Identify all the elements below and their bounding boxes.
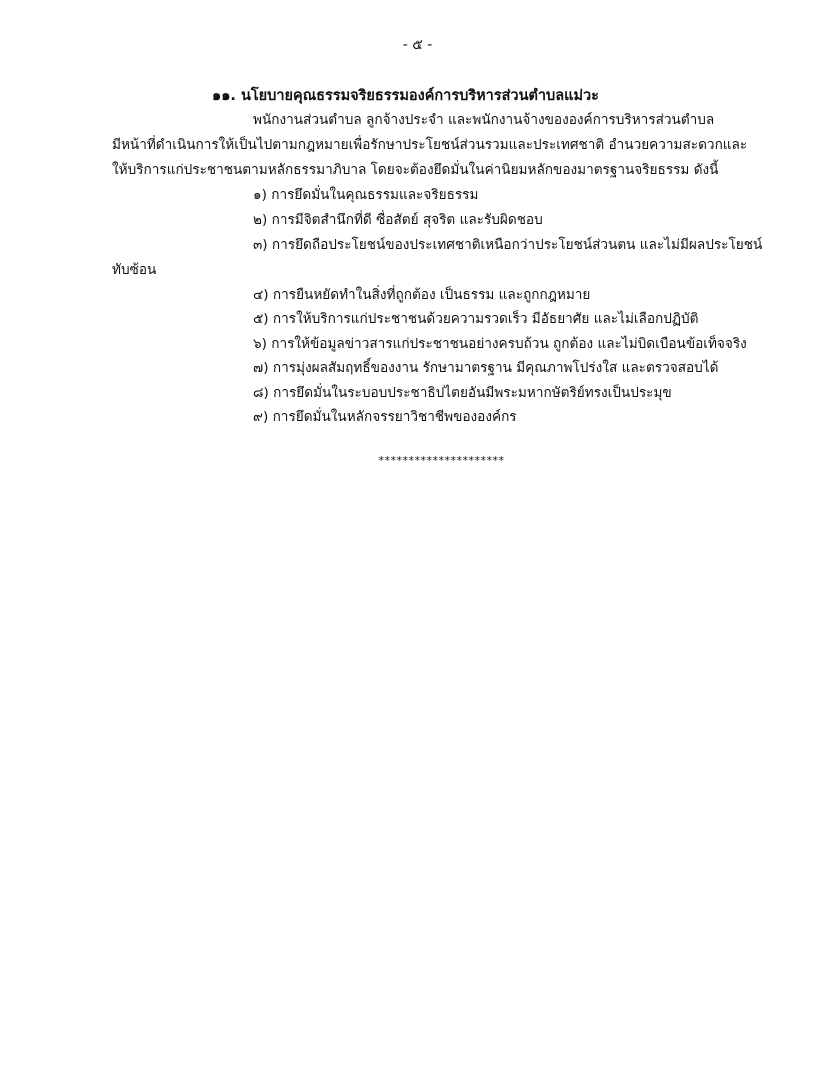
intro-line-3: ให้บริการแก่ประชาชนตามหลักธรรมาภิบาล โดยจะต้องยึดมั่นในค่านิยมหลักของมาตรฐานจริยธรรม ดังนี้	[112, 162, 719, 178]
page-number: - ๕ -	[402, 37, 433, 53]
section-heading: ๑๑. นโยบายคุณธรรมจริยธรรมองค์การบริหารส่วนตำบลแม่วะ	[212, 88, 599, 104]
list-item-3: ๓) การยึดถือประโยชน์ของประเทศชาติเหนือกว่าประโยชน์ส่วนตน และไม่มีผลประโยชน์	[253, 237, 763, 253]
list-item-8: ๘) การยึดมั่นในระบอบประชาธิปไตยอันมีพระมหากษัตริย์ทรงเป็นประมุข	[253, 385, 672, 401]
intro-line-1: พนักงานส่วนตำบล ลูกจ้างประจำ และพนักงานจ้างขององค์การบริหารส่วนตำบล	[253, 112, 715, 128]
list-item-5: ๕) การให้บริการแก่ประชาชนด้วยความรวดเร็ว มีอัธยาศัย และไม่เลือกปฏิบัติ	[253, 311, 699, 327]
list-item-1: ๑) การยึดมั่นในคุณธรรมและจริยธรรม	[253, 187, 479, 203]
list-item-2: ๒) การมีจิตสำนึกที่ดี ซื่อสัตย์ สุจริต และรับผิดชอบ	[253, 212, 543, 228]
list-item-3-continuation: ทับซ้อน	[112, 262, 157, 278]
list-item-6: ๖) การให้ข้อมูลข่าวสารแก่ประชาชนอย่างครบถ้วน ถูกต้อง และไม่บิดเบือนข้อเท็จจริง	[253, 336, 747, 352]
list-item-7: ๗) การมุ่งผลสัมฤทธิ์ของงาน รักษามาตรฐาน มีคุณภาพโปร่งใส และตรวจสอบได้	[253, 360, 719, 376]
end-marker: *********************	[378, 454, 505, 467]
list-item-9: ๙) การยึดมั่นในหลักจรรยาวิชาชีพขององค์กร	[253, 409, 517, 425]
intro-line-2: มีหน้าที่ดำเนินการให้เป็นไปตามกฎหมายเพื่อรักษาประโยชน์ส่วนรวมและประเทศชาติ อำนวยความสะดวกและ	[112, 137, 748, 153]
list-item-4: ๔) การยืนหยัดทำในสิ่งที่ถูกต้อง เป็นธรรม และถูกกฎหมาย	[253, 287, 591, 303]
